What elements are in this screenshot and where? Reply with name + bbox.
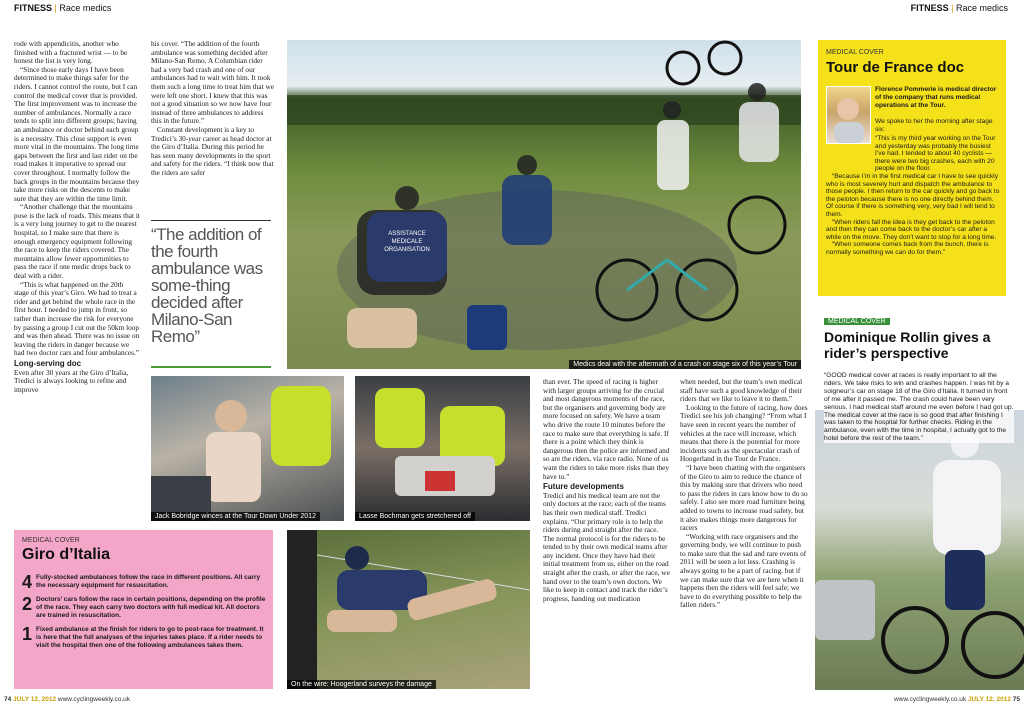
col1-paragraph: “Since those early days I have been determined to make things safer for the riders. I cannot control the route, but I can control the medical cover that is provided. The first improvement was to increase the number of ambulances. Normally a race tends to split into different groups; having an ambulance or doctor behind each group is a necessity. This close support is even more vital in the mountains. The long time gaps between the first and last rider on the road makes it imperative to spread our cover throughout. I normally follow the back groups in the mountains because they take more risks on the descents to make sure that they are within the time limit. (14, 64, 140, 203)
main-photo-caption: Medics deal with the aftermath of a crash on stage six of this year’s Tour (569, 360, 801, 369)
lasse-bochman-photo (355, 376, 530, 521)
right-section-label: FITNESS (910, 3, 949, 13)
col3-paragraph: than ever. The speed of racing is higher with larger groups arriving for the crucial and most dangerous moments of the race, but the organisers and governing body are more focused on safety. We have a team who drive the route 10 minutes before the race to make sure that everything is safe. If there is a point which they think is dangerous then the police are informed and so are the riders, via race radio. None of us want the riders to take more risks than they have to.” (543, 378, 670, 481)
rollin-paragraph: “GOOD medical cover at races is really important to all the riders. We take risks to win and crashes happen. I was hit by a soigneur’s car on stage 18 of the Giro d’Italia. It turned in front of me after it passed me. The crash could have been very serious. I had medical staff around me even before I had got up. The medical cover at the race is so good that after finishing I was taken to the hospital for further checks. Riding in the ambulance, even with the time in hospital, I actually got to the hotel before the rest of the team.” (824, 372, 1014, 443)
giro-item-number: 2 (22, 594, 33, 614)
hoogerland-wire-photo (287, 530, 530, 689)
right-footer (894, 696, 1020, 703)
tdf-lead: We spoke to her the morning after stage six: (875, 118, 993, 133)
giro-item (22, 574, 268, 590)
giro-item (22, 596, 268, 620)
giro-item-text: Doctors’ cars follow the race in certain positions, depending on the profile of the race. They each carry two doctors with full medical kit. All doctors are trained in resuscitation. (36, 596, 266, 619)
giro-item-number: 1 (22, 624, 33, 644)
col4-paragraph: “Working with race organisers and the governing body, we will continue to push to make sure that the sad and rare events of 2011 will be seen a lot less. Crashing is always going to be a part of racing, but if we can make sure that we are here when it happens then the riders will feel safe; we have to do everything possible to help the fallen riders.” (680, 531, 807, 610)
tdf-title: Tour de France doc (826, 59, 965, 76)
giro-item-number: 4 (22, 572, 33, 592)
wire-photo-caption: On the wire: Hoogerland surveys the damage (287, 680, 436, 689)
main-crash-photo (287, 40, 801, 369)
right-footer-site[interactable]: www.cyclingweekly.co.uk (893, 696, 967, 703)
tdf-info-box (818, 40, 1006, 296)
pullquote-rule (151, 220, 271, 221)
right-footer-date: JULY 12, 2012 (967, 696, 1011, 703)
col2-paragraph: Constant development is a key to Tredici’s 30-year career as head doctor at the Giro d’Italia. During this period he has seen many developments in the sport and safety for the riders. “I think now that the riders are safer (151, 124, 274, 177)
article-column-3 (543, 378, 670, 678)
giro-kicker: MEDICAL COVER (22, 537, 80, 544)
tdf-paragraph: “When riders fall the idea is they get back to the peloton and then they can come back to the doctor’s car after a while on the move. They don’t want to stop for a long time. (826, 218, 997, 241)
col1-paragraph: “This is what happened on the 20th stage of this year’s Giro. We had to treat a rider and get behind the whole race in the first hour. I needed to jump in front, so rather than increase the risk for everyone by passing a group I cut out the 50km loop and was then ahead. There was no issue on leaving the riders in danger because we had two doctor cars and four ambulances.” (14, 279, 140, 358)
rollin-photo-illustration (815, 410, 1024, 690)
giro-title: Giro d’Italia (22, 546, 111, 563)
left-section-label: FITNESS (14, 3, 53, 13)
crash-scene-illustration (287, 40, 801, 369)
pull-quote: “The addition of the fourth ambulance was some-thing decided after Milano-San Remo” (151, 225, 263, 346)
tdf-paragraph: “This is my third year working on the Tour and yesterday was probably the busiest I’ve had. I tended to about 40 cyclists — there were two big crashes, each with 20 people on the floor. (875, 135, 996, 173)
right-page-number: 75 (1012, 696, 1020, 703)
tdf-paragraph: “When someone comes back from the bunch, there is normally something we can do for them.” (826, 241, 989, 256)
left-footer-date: JULY 12, 2012 (13, 696, 57, 703)
giro-item-text: Fixed ambulance at the finish for riders to go to post-race for treatment. It is here that the full analyses of the injuries takes place. If a rider needs to visit the hospital then one of the following ambulances takes them. (36, 626, 264, 649)
article-column-4 (680, 378, 808, 678)
giro-info-box (14, 530, 273, 689)
col1-paragraph: rode with appendicitis, another who finished with a fractured wrist — to be honest the list is very long. (14, 40, 128, 66)
left-header-separator: | (54, 3, 57, 13)
col1-paragraph: Even after 30 years at the Giro d’Italia, Tredici is always looking to refine and improve (14, 367, 129, 394)
tdf-paragraph: “Because I’m in the first medical car I have to see quickly who is most severely hurt and dispatch the ambulance to those people. I then return to the car quickly and go back to the peloton because there is no one directly behind them. Of course if there is something very, very bad I will tend to them. (826, 172, 1000, 218)
lasse-photo-caption: Lasse Bochman gets stretchered off (355, 512, 475, 521)
rollin-rider-photo (815, 410, 1024, 690)
vest-text: ASSISTANCE (388, 231, 426, 237)
giro-item (22, 626, 268, 650)
article-column-1 (14, 40, 140, 526)
col3-subhead: Future developments (543, 482, 624, 492)
rollin-quote (824, 372, 1014, 443)
left-page-number: 74 (4, 696, 12, 703)
col4-paragraph: when needed, but the team’s own medical staff have such a good knowledge of their riders that we like to leave it to them.” (680, 378, 803, 404)
rollin-title: Dominique Rollin gives a rider’s perspective (824, 329, 991, 361)
svg-text:MEDICALE: MEDICALE (391, 239, 423, 245)
col4-paragraph: Looking to the future of racing, how does Tredici see his job changing? “From what I have seen in recent years the number of vehicles at the race will increase, which means that there is the potential for more incidents such as the spectacular crash of Hoogerland in the Tour de France. (680, 402, 808, 464)
jack-photo-caption: Jack Bobridge winces at the Tour Down Under 2012 (151, 512, 320, 521)
jack-bobridge-photo (151, 376, 344, 521)
tdf-quote-body (826, 135, 1002, 257)
giro-items (22, 574, 268, 650)
tdf-kicker: MEDICAL COVER (826, 49, 884, 56)
tdf-intro: Florence Pommerie is medical director of the company that runs medical operations at the Tour. (875, 86, 997, 109)
col2-paragraph: his cover. “The addition of the fourth ambulance was something decided after Milano-San Remo. A Columbian rider had a very bad crash and one of our ambulances had to wait with him. It took them such a long time to treat him that we were left one short. I knew that this was not a good situation so we now have four instead of three ambulances to address this in the future.” (151, 40, 275, 126)
left-topic-label: Race medics (59, 3, 112, 13)
pullquote-bottom-rule (151, 366, 271, 368)
lasse-photo-illustration (355, 376, 530, 521)
article-column-2 (151, 40, 275, 218)
left-page-header (14, 3, 111, 13)
rollin-kicker: MEDICAL COVER (824, 318, 890, 325)
col4-paragraph: “I have been chatting with the organisers of the Giro to aim to reduce the chance of this by making sure that drivers who need to pass the riders in cars know how to do so safely. I also see more road furniture being added to towns to increase road safety, but it also makes things more dangerous for racers (680, 462, 808, 533)
col3-paragraph: Tredici and his medical team are not the only doctors at the race; each of the teams has their own medical staff. Tredici explains. “Our primary role is to help the riders during and straight after the race. The normal protocol is for the riders to be tended to by their own medical teams after any incident. Once they have had their initial treatment from us, either on the road straight after the crash, or after the race, we hand over to the team’s own doctors. We like to keep in contact and track the rider’s progress, handing out medication (543, 490, 670, 603)
right-page-header (911, 3, 1008, 13)
svg-text:ORGANISATION: ORGANISATION (384, 247, 430, 253)
jack-photo-illustration (151, 376, 344, 521)
left-footer-site[interactable]: www.cyclingweekly.co.uk (57, 696, 131, 703)
giro-item-text: Fully-stocked ambulances follow the race in different positions. All carry the necessary equipment for resuscitation. (36, 574, 261, 589)
right-header-separator: | (951, 3, 954, 13)
left-footer (4, 696, 130, 703)
wire-photo-illustration (287, 530, 530, 689)
right-topic-label: Race medics (955, 3, 1008, 13)
col1-paragraph: “Another challenge that the mountains pose is the lack of roads. This means that it is a very long journey to get to the nearest hospital, so I make sure that there is enough emergency equipment following the race to keep the riders covered. The mountains allow fewer opportunities to pass the race if one medic drops back to deal with a rider. (14, 202, 140, 281)
col1-subhead: Long-serving doc (14, 358, 82, 368)
